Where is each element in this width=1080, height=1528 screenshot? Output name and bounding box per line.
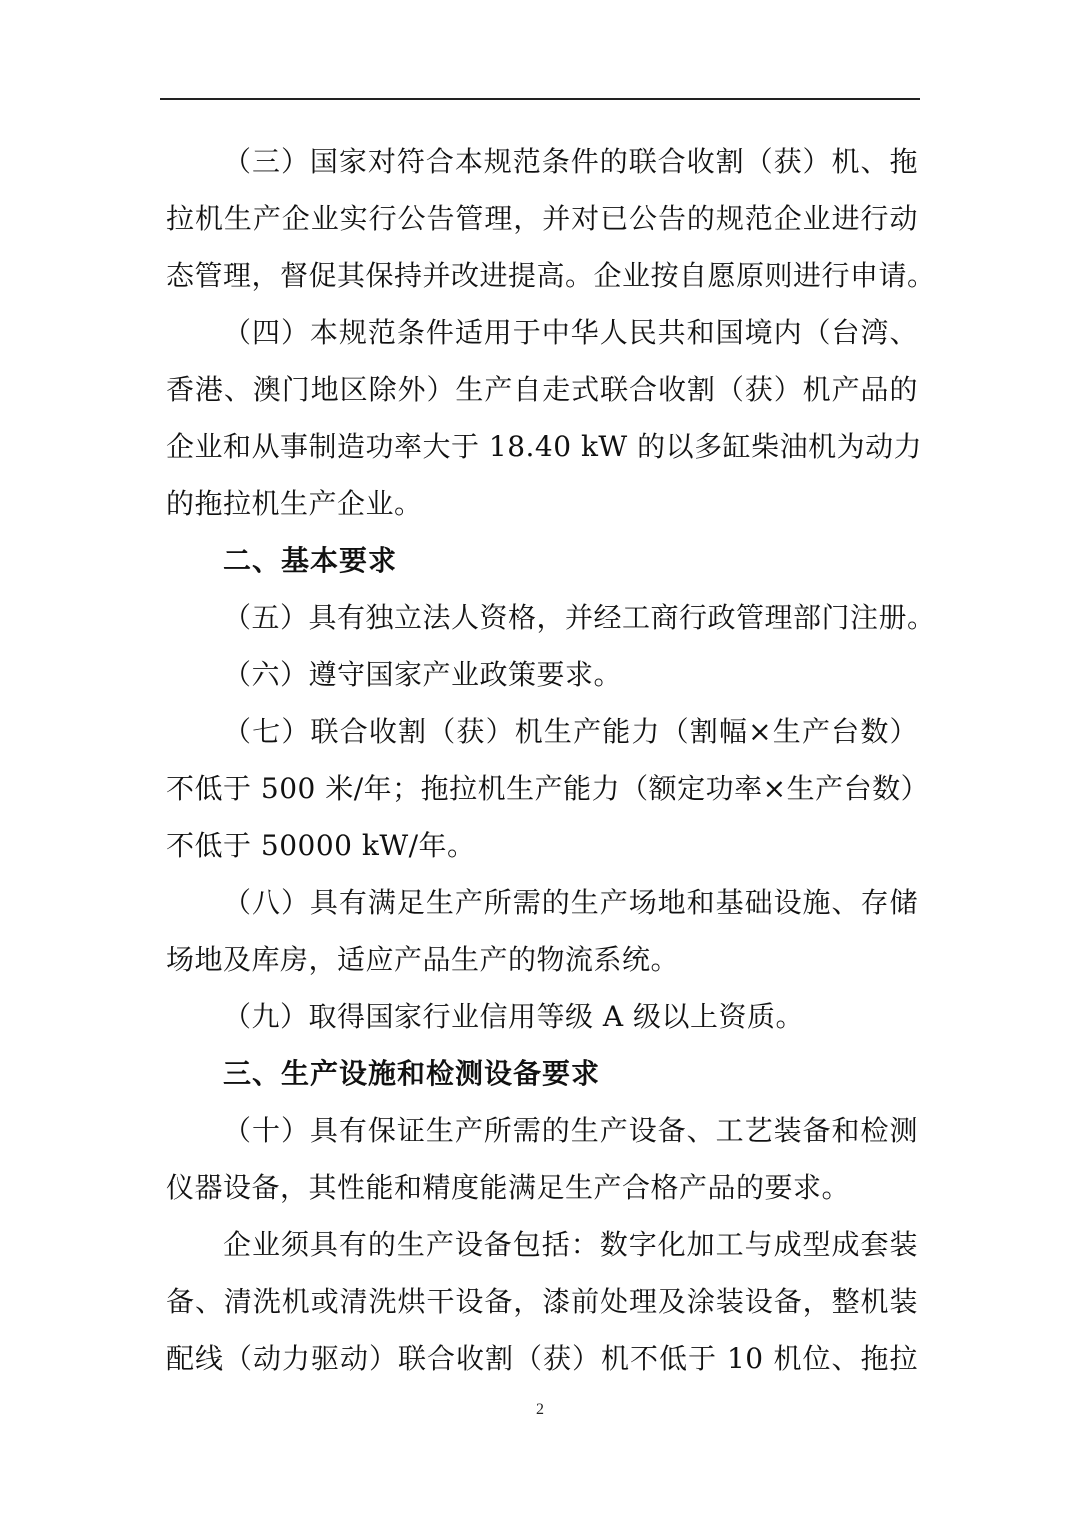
paragraph [166,1102,918,1216]
paragraph [166,1216,918,1387]
header-rule [160,98,920,100]
document-body [166,133,936,1387]
text-line: 场地及库房，适应产品生产的物流系统。 [166,943,680,976]
text-line: 备、清洗机或清洗烘干设备，漆前处理及涂装设备，整机装 [166,1285,918,1318]
paragraph [166,304,923,532]
section-heading: 二、基本要求 [223,544,398,577]
text-line: 拉机生产企业实行公告管理，并对已公告的规范企业进行动 [166,202,918,235]
text-line: （十）具有保证生产所需的生产设备、工艺装备和检测 [223,1114,918,1147]
paragraph [166,703,930,874]
paragraph [166,589,936,646]
text-line: 仪器设备，其性能和精度能满足生产合格产品的要求。 [166,1171,851,1204]
text-line: （八）具有满足生产所需的生产场地和基础设施、存储 [223,886,918,919]
page-number: 2 [536,1401,544,1418]
text-line: 香港、澳门地区除外）生产自走式联合收割（获）机产品的 [166,373,918,406]
text-line: 的拖拉机生产企业。 [166,487,423,520]
text-line: （四）本规范条件适用于中华人民共和国境内（台湾、 [223,316,918,349]
text-line: 不低于 50000 kW/年。 [166,829,476,862]
text-line: 不低于 500 米/年；拖拉机生产能力（额定功率×生产台数） [166,772,930,805]
text-line: （五）具有独立法人资格，并经工商行政管理部门注册。 [223,601,936,634]
text-line: （三）国家对符合本规范条件的联合收割（获）机、拖 [223,145,918,178]
text-line: 态管理，督促其保持并改进提高。企业按自愿原则进行申请。 [166,259,936,292]
text-line: 配线（动力驱动）联合收割（获）机不低于 10 机位、拖拉 [166,1342,918,1375]
paragraph [166,988,918,1045]
section-heading: 三、生产设施和检测设备要求 [223,1057,601,1090]
text-line: （六）遵守国家产业政策要求。 [223,658,623,691]
paragraph [166,133,936,304]
text-line: 企业须具有的生产设备包括：数字化加工与成型成套装 [223,1228,918,1261]
paragraph [166,874,918,988]
text-line: （九）取得国家行业信用等级 A 级以上资质。 [223,1000,805,1033]
paragraph [166,646,918,703]
text-line: （七）联合收割（获）机生产能力（割幅×生产台数） [223,715,918,748]
text-line: 企业和从事制造功率大于 18.40 kW 的以多缸柴油机为动力 [166,430,923,463]
